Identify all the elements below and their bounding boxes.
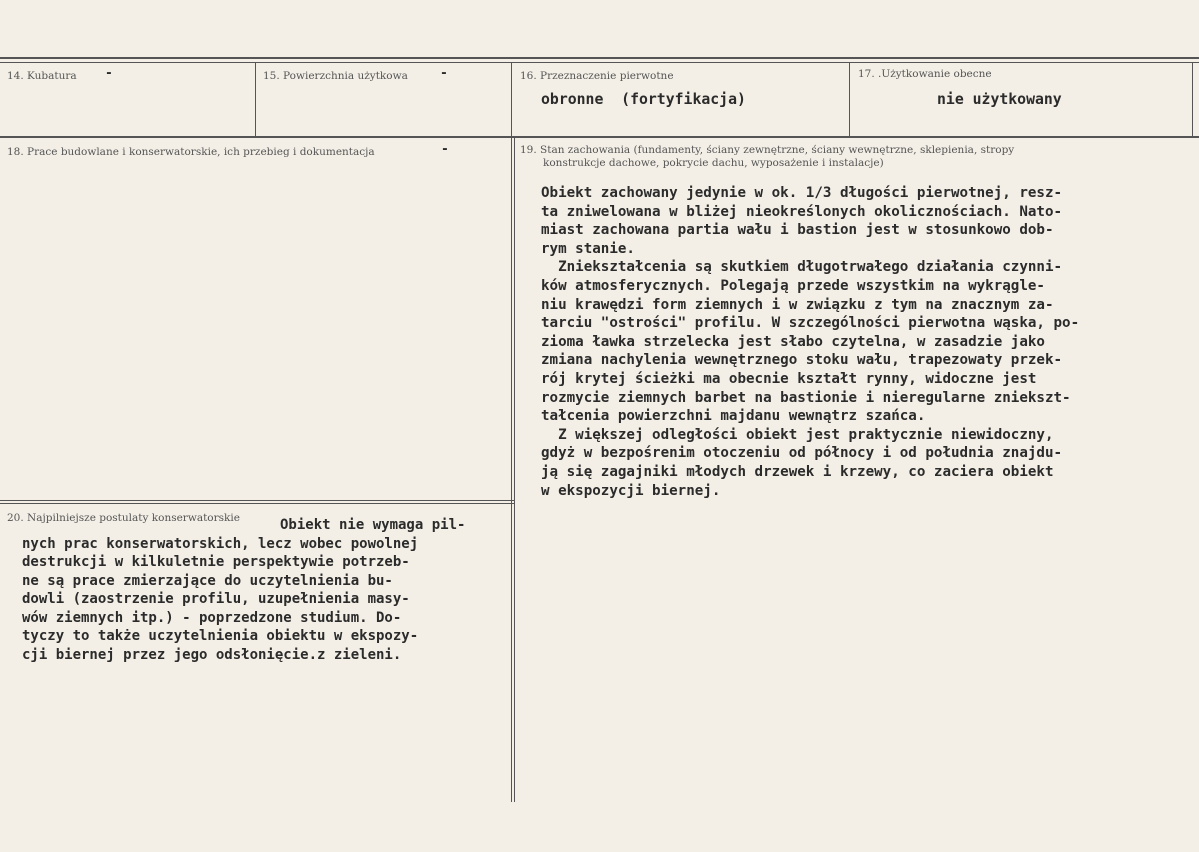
text-line: w ekspozycji biernej. bbox=[541, 482, 721, 499]
field-18-value: - bbox=[441, 142, 449, 157]
text-line: Z większej odległości obiekt jest praktycznie niewidoczny, bbox=[541, 426, 1054, 443]
section-20-top-rule-2 bbox=[0, 503, 514, 504]
col-divider-2 bbox=[511, 62, 512, 802]
text-line: tałcenia powierzchni majdanu wewnątrz szańca. bbox=[541, 408, 926, 425]
col-divider-1 bbox=[255, 62, 256, 138]
field-15-value: - bbox=[440, 66, 448, 81]
field-17-label: 17. .Użytkowanie obecne bbox=[858, 68, 992, 80]
field-20-first-line: Obiekt nie wymaga pil- bbox=[280, 517, 466, 533]
text-line: Zniekształcenia są skutkiem długotrwałego działania czynni- bbox=[541, 259, 1063, 276]
text-line: niu krawędzi form ziemnych i w związku z tym na znacznym za- bbox=[541, 296, 1054, 313]
field-20-label: 20. Najpilniejsze postulaty konserwatorskie bbox=[7, 512, 240, 524]
text-line: ne są prace zmierzające do uczytelnienia bu- bbox=[22, 572, 393, 589]
text-line: cji biernej przez jego odsłonięcie.z zieleni. bbox=[22, 646, 402, 663]
text-line: Obiekt zachowany jedynie w ok. 1/3 długości pierwotnej, resz- bbox=[541, 185, 1063, 201]
field-16-label: 16. Przeznaczenie pierwotne bbox=[520, 70, 674, 82]
field-16-value: obronne (fortyfikacja) bbox=[541, 91, 746, 108]
text-line: zioma ławka strzelecka jest słabo czytelna, w zasadzie jako bbox=[541, 333, 1045, 350]
text-line: rym stanie. bbox=[541, 240, 635, 257]
text-line: wów ziemnych itp.) - poprzedzone studium. Do- bbox=[22, 609, 402, 626]
section-20-top-rule bbox=[0, 500, 514, 501]
text-line: gdyż w bezpośrenim otoczeniu od północy i od południa znajdu- bbox=[541, 445, 1063, 462]
row-divider bbox=[0, 136, 1199, 138]
field-18-label: 18. Prace budowlane i konserwatorskie, ich przebieg i dokumentacja bbox=[7, 146, 375, 158]
text-line: ków atmosferycznych. Polegają przede wszystkim na wykrągle- bbox=[541, 278, 1045, 294]
col-divider-2b bbox=[514, 138, 515, 802]
text-line: rój krytej ścieżki ma obecnie kształt rynny, widoczne jest bbox=[541, 371, 1037, 387]
field-19-label: 19. Stan zachowania (fundamenty, ściany zewnętrzne, ściany wewnętrzne, sklepienia, stropy bbox=[520, 144, 1015, 156]
text-line: ją się zagajniki młodych drzewek i krzewy, co zaciera obiekt bbox=[541, 464, 1054, 480]
field-17-value: nie użytkowany bbox=[937, 91, 1062, 108]
text-line: dowli (zaostrzenie profilu, uzupełnienia masy- bbox=[22, 591, 410, 607]
text-line: miast zachowana partia wału i bastion jest w stosunkowo dob- bbox=[541, 222, 1054, 239]
text-line: tarciu "ostrości" profilu. W szczególności pierwotna wąska, po- bbox=[541, 315, 1080, 332]
text-line: tyczy to także uczytelnienia obiektu w ekspozy- bbox=[22, 628, 419, 644]
field-14-value: - bbox=[105, 66, 113, 81]
field-14-label: 14. Kubatura bbox=[7, 70, 77, 82]
top-rule bbox=[0, 57, 1199, 59]
col-divider-3 bbox=[849, 62, 850, 138]
text-line: zmiana nachylenia wewnętrznego stoku wału, trapezowaty przek- bbox=[541, 352, 1063, 369]
text-line: rozmycie ziemnych barbet na bastionie i nieregularne zniekszt- bbox=[541, 389, 1071, 406]
field-15-label: 15. Powierzchnia użytkowa bbox=[263, 70, 408, 82]
field-19-label-cont: konstrukcje dachowe, pokrycie dachu, wyposażenie i instalacje) bbox=[543, 157, 884, 169]
right-edge bbox=[1192, 62, 1193, 138]
top-rule-thin bbox=[0, 62, 1199, 63]
text-line: ta zniwelowana w bliżej nieokreślonych okolicznościach. Nato- bbox=[541, 203, 1063, 220]
text-line: destrukcji w kilkuletnie perspektywie potrzeb- bbox=[22, 554, 410, 570]
text-line: nych prac konserwatorskich, lecz wobec powolnej bbox=[22, 535, 419, 552]
